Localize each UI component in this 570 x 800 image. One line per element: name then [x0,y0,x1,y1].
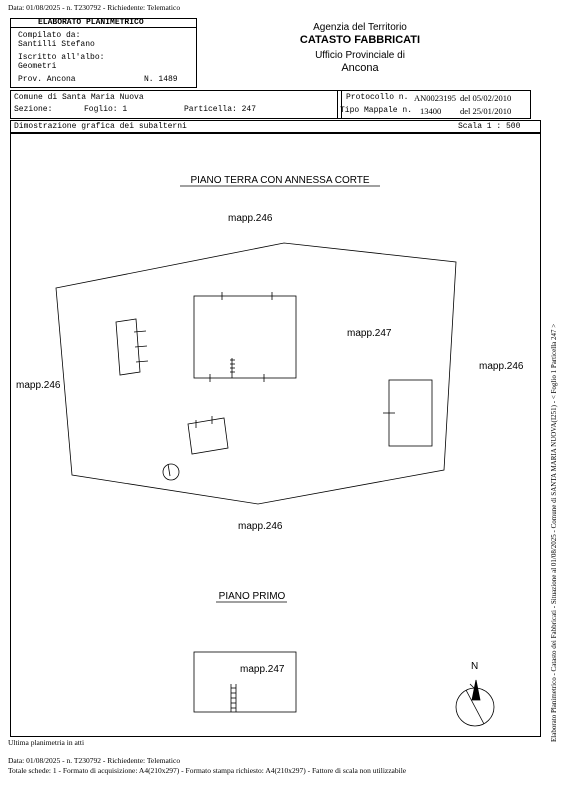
small-outbuilding [188,418,228,454]
register-number: N. 1489 [144,75,178,84]
particella: Particella: 247 [184,105,257,114]
label-mapp-center: mapp.247 [347,328,392,339]
top-request-line: Data: 01/08/2025 - n. T230792 - Richiedente: Telematico [8,3,181,12]
foglio: Foglio: 1 [84,105,128,114]
scale-label: Scala 1 : 500 [458,122,521,131]
label-mapp-bottom: mapp.246 [238,521,283,532]
agency-line1: Agenzia del Territorio [313,22,407,33]
well [163,464,179,480]
ground-floor-title: PIANO TERRA CON ANNESSA CORTE [190,175,370,186]
iscritto-value: Geometri [18,62,57,71]
north-label: N [471,661,479,672]
footer-line1: Data: 01/08/2025 - n. T230792 - Richiedente: Telematico [8,756,181,765]
label-mapp-first: mapp.247 [240,664,285,675]
compilato-label: Compilato da: [18,31,81,40]
agency-line3: Ufficio Provinciale di [315,50,405,61]
main-building [194,296,296,378]
label-mapp-right: mapp.246 [479,361,524,372]
iscritto-label: Iscritto all'albo: [18,53,105,62]
subalterni-label: Dimostrazione grafica dei subalterni [14,122,187,131]
footer-note: Ultima planimetria in atti [8,738,85,747]
label-mapp-top: mapp.246 [228,213,273,224]
compilato-name: Santilli Stefano [18,40,95,49]
agency-line4: Ancona [341,62,379,74]
side-caption: Elaborato Planimetrico - Catasto dei Fabbricati - Situazione al 01/08/2025 - Comune di SANTA MARIA NUOVA(I251) - < Foglio 1 Particella 247 > [550,323,558,742]
comune: Comune di Santa Maria Nuova [14,93,144,102]
sezione: Sezione: [14,105,53,114]
lot-boundary [56,243,456,504]
tipo-label: Tipo Mappale n. [340,106,413,115]
protocollo-label: Protocollo n. [346,93,409,102]
tipo-value: 13400 [420,106,442,116]
right-building [389,380,432,446]
elaborato-title: ELABORATO PLANIMETRICO [38,18,144,27]
first-floor-building [194,652,296,712]
protocollo-date: del 05/02/2010 [460,93,512,103]
province: Prov. Ancona [18,75,76,84]
agency-line2: CATASTO FABBRICATI [299,34,421,46]
protocollo-value: AN0023195 [414,93,457,103]
label-mapp-left: mapp.246 [16,380,61,391]
footer-line2: Totale schede: 1 - Formato di acquisizione: A4(210x297) - Formato stampa richiesto: A4(210x297) - Fattore di scala non utilizzabile [8,766,407,775]
tipo-date: del 25/01/2010 [460,106,512,116]
first-floor-title: PIANO PRIMO [218,591,286,602]
